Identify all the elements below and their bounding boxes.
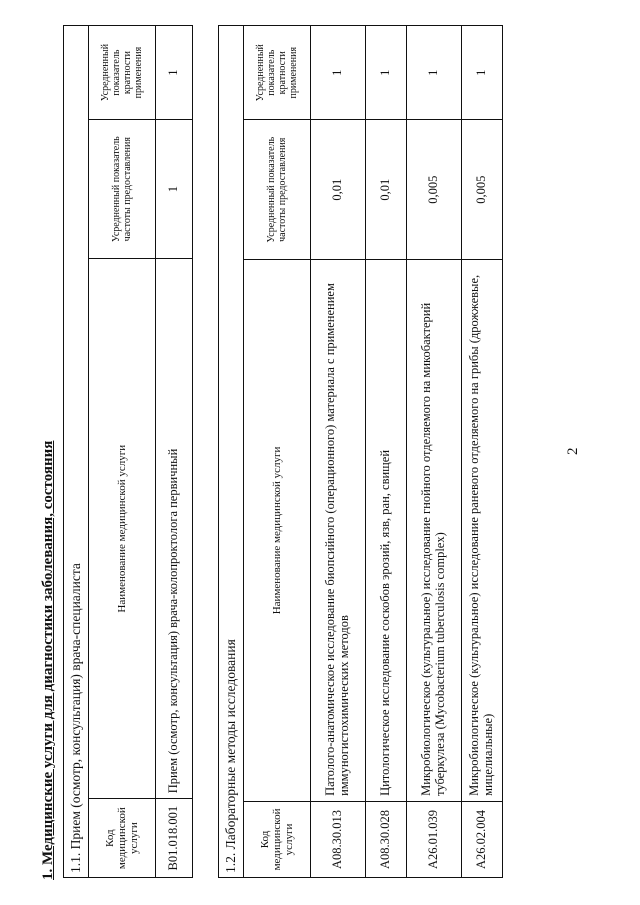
table-row: [366, 26, 407, 878]
header-multiplicity: Усредненный показатель кратности применения: [89, 26, 156, 120]
header-name: Наименование медицинской услуги: [244, 259, 311, 801]
table2-caption: 1.2. Лабораторные методы исследования: [219, 26, 244, 878]
row-multiplicity: 1: [366, 26, 407, 120]
row-code: A26.02.004: [462, 801, 503, 877]
table-header-row: [244, 26, 311, 878]
header-code: Код медицинской услуги: [89, 799, 156, 878]
row-name: Цитологическое исследование соскобов эрозий, язв, ран, свищей: [366, 259, 407, 801]
table-caption-row: [219, 26, 244, 878]
header-name: Наименование медицинской услуги: [89, 259, 156, 799]
row-name: Патолого-анатомическое исследование биопсийного (операционного) материала с применением иммуногистохимических методов: [311, 259, 366, 801]
table-row: [407, 26, 462, 878]
row-code: B01.018.001: [156, 799, 193, 878]
table-caption-row: [64, 26, 89, 878]
row-multiplicity: 1: [462, 26, 503, 120]
row-frequency: 0,005: [407, 120, 462, 260]
header-frequency: Усредненный показатель частоты предоставления: [244, 120, 311, 260]
table-row: [311, 26, 366, 878]
row-name: Прием (осмотр, консультация) врача-колопроктолога первичный: [156, 259, 193, 799]
page-number: 2: [565, 447, 581, 455]
row-frequency: 0,01: [366, 120, 407, 260]
row-code: A08.30.013: [311, 801, 366, 877]
row-multiplicity: 1: [311, 26, 366, 120]
header-code: Код медицинской услуги: [244, 801, 311, 877]
row-multiplicity: 1: [156, 26, 193, 120]
section-title: 1. Медицинские услуги для диагностики заболевания, состояния: [40, 440, 56, 880]
table1-caption: 1.1. Прием (осмотр, консультация) врача-специалиста: [64, 26, 89, 878]
rotated-document-page: [30, 20, 625, 880]
row-code: A26.01.039: [407, 801, 462, 877]
row-frequency: 0,01: [311, 120, 366, 260]
row-code: A08.30.028: [366, 801, 407, 877]
row-frequency: 0,005: [462, 120, 503, 260]
row-multiplicity: 1: [407, 26, 462, 120]
laboratory-methods-table: [218, 25, 503, 878]
table-row: [156, 26, 193, 878]
row-frequency: 1: [156, 120, 193, 259]
table-header-row: [89, 26, 156, 878]
table-row: [462, 26, 503, 878]
header-frequency: Усредненный показатель частоты предоставления: [89, 120, 156, 259]
row-name: Микробиологическое (культуральное) исследование гнойного отделяемого на микобактерий туберкулеза (Mycobacterium tuberculosis complex): [407, 259, 462, 801]
consultation-table: [63, 25, 193, 878]
header-multiplicity: Усредненный показатель кратности применения: [244, 26, 311, 120]
row-name: Микробиологическое (культуральное) исследование раневого отделяемого на грибы (дрожжевые, мицелиальные): [462, 259, 503, 801]
